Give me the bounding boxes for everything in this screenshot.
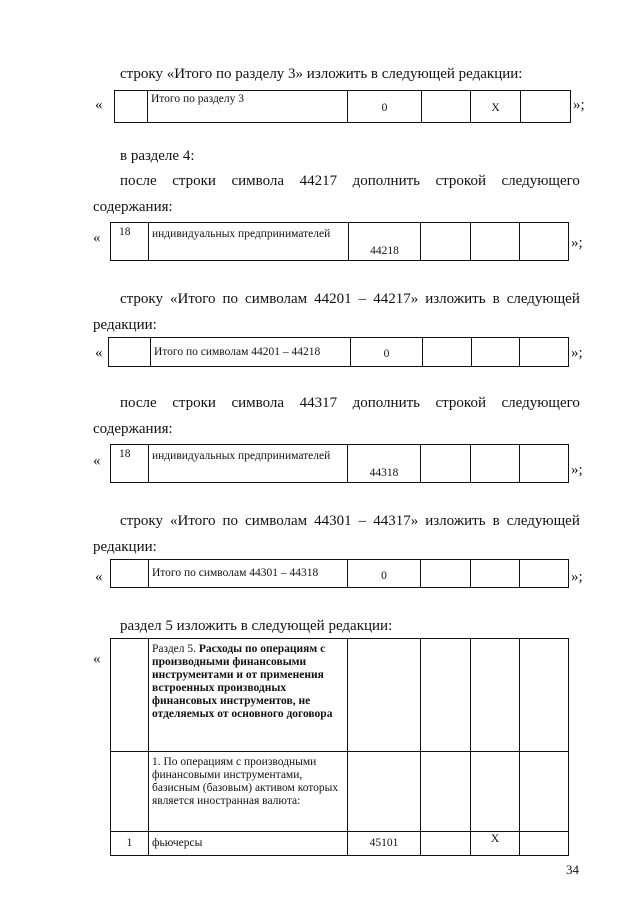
word: следующего — [501, 173, 580, 189]
table-cell-empty — [520, 639, 569, 752]
word: – — [358, 513, 367, 529]
table-cell-empty — [520, 752, 569, 832]
close-quote: »; — [571, 462, 583, 478]
paragraph-6 — [120, 512, 580, 530]
open-quote: « — [95, 569, 103, 585]
table-cell-empty — [471, 639, 520, 752]
table-cell-name: Итого по символам 44301 – 44318 — [149, 560, 348, 588]
word: строки — [172, 173, 216, 189]
word: строкой — [435, 395, 486, 411]
section-prefix: Раздел 5. — [152, 643, 199, 655]
table-cell-empty — [423, 338, 472, 367]
table-row-44318 — [110, 444, 569, 483]
word: следующего — [501, 395, 580, 411]
word: изложить — [425, 291, 486, 307]
table-cell-empty — [520, 338, 569, 367]
close-quote: »; — [573, 97, 585, 113]
word: строкой — [435, 173, 486, 189]
section-title-bold: Расходы по операциям с производными финансовыми инструментами и от применения встроенных производных финансовых инструментов, не отделяемых от основного договора — [152, 643, 333, 720]
close-quote: »; — [571, 235, 583, 251]
paragraph-2: в разделе 4: — [120, 148, 195, 164]
word: «Итого — [170, 513, 216, 529]
word: символам — [245, 291, 308, 307]
table-cell-num: 18 — [111, 223, 149, 261]
word: следующей — [506, 291, 580, 307]
word: символам — [245, 513, 308, 529]
word: 44301 — [314, 513, 352, 529]
table-cell-empty — [421, 752, 471, 832]
table-cell-num — [111, 560, 149, 588]
table-cell-code: 0 — [348, 560, 421, 588]
table-cell-empty — [520, 223, 569, 261]
paragraph-6-cont: редакции: — [93, 539, 157, 555]
paragraph-1: строку «Итого по разделу 3» изложить в следующей редакции: — [120, 66, 523, 82]
paragraph-4-cont: редакции: — [93, 317, 157, 333]
table-cell-x: X — [471, 91, 521, 123]
table-cell-empty — [421, 445, 471, 483]
table-total-44301-44318 — [110, 559, 569, 588]
word: после — [120, 395, 157, 411]
table-cell-x: X — [471, 832, 520, 856]
open-quote: « — [93, 230, 101, 246]
table-cell-name: фьючерсы — [149, 832, 348, 856]
table-cell-name: индивидуальных предпринимателей — [149, 445, 348, 483]
table-cell-empty — [471, 223, 520, 261]
table-cell-empty — [520, 832, 569, 856]
table-cell-code: 0 — [351, 338, 423, 367]
word: 44217» — [373, 291, 419, 307]
table-cell-empty — [421, 832, 471, 856]
table-cell-code: 45101 — [348, 832, 421, 856]
table-cell-empty — [348, 639, 421, 752]
table-section-5 — [110, 638, 569, 856]
word: строку — [120, 513, 163, 529]
open-quote: « — [95, 345, 103, 361]
table-row-44218 — [110, 222, 569, 261]
word: дополнить — [352, 395, 420, 411]
table-cell-num: 1 — [111, 832, 149, 856]
word: строку — [120, 291, 163, 307]
table-cell-num — [111, 752, 149, 832]
table-cell-num — [115, 91, 148, 123]
open-quote: « — [93, 651, 101, 667]
table-cell-num: 18 — [111, 445, 149, 483]
word: дополнить — [352, 173, 420, 189]
word: «Итого — [170, 291, 216, 307]
word: в — [492, 291, 500, 307]
table-cell-empty — [471, 445, 520, 483]
table-cell-empty — [422, 91, 471, 123]
word: символа — [231, 173, 285, 189]
close-quote: »; — [571, 569, 583, 585]
word: 44317» — [373, 513, 419, 529]
page-number: 34 — [566, 862, 579, 877]
table-cell-name: индивидуальных предпринимателей — [149, 223, 349, 261]
table-cell-name: Итого по символам 44201 – 44218 — [151, 338, 351, 367]
paragraph-5 — [120, 394, 580, 412]
word: следующей — [506, 513, 580, 529]
table-cell-code: 44318 — [348, 445, 421, 483]
word: 44317 — [299, 395, 338, 411]
word: – — [358, 291, 367, 307]
table-cell-empty — [520, 445, 569, 483]
table-cell-num — [109, 338, 151, 367]
word: после — [120, 173, 157, 189]
table-cell-empty — [520, 560, 569, 588]
paragraph-4 — [120, 290, 580, 308]
table-cell-num — [111, 639, 149, 752]
table-cell-empty — [421, 223, 471, 261]
table-cell-empty — [421, 639, 471, 752]
table-cell-empty — [421, 560, 471, 588]
word: по — [222, 291, 239, 307]
table-cell-code: 44218 — [349, 223, 421, 261]
word: по — [222, 513, 239, 529]
table-cell-name: Итого по разделу 3 — [148, 91, 348, 123]
word: изложить — [425, 513, 486, 529]
table-cell-empty — [471, 752, 520, 832]
word: символа — [231, 395, 285, 411]
table-cell-empty — [472, 338, 520, 367]
table-cell-section-title — [149, 639, 348, 752]
paragraph-7: раздел 5 изложить в следующей редакции: — [120, 618, 393, 634]
paragraph-5-cont: содержания: — [93, 421, 173, 437]
table-total-section-3 — [114, 90, 571, 123]
table-cell-code: 0 — [348, 91, 422, 123]
paragraph-3 — [120, 172, 580, 190]
open-quote: « — [95, 97, 103, 113]
close-quote: »; — [571, 345, 583, 361]
word: строки — [172, 395, 216, 411]
table-total-44201-44218 — [108, 337, 569, 367]
word: 44201 — [314, 291, 352, 307]
table-cell-empty — [348, 752, 421, 832]
word: в — [492, 513, 500, 529]
table-cell-empty — [521, 91, 571, 123]
open-quote: « — [93, 453, 101, 469]
word: 44217 — [299, 173, 338, 189]
paragraph-3-cont: содержания: — [93, 199, 173, 215]
table-cell-empty — [471, 560, 520, 588]
table-cell-subsection: 1. По операциям с производными финансовыми инструментами, базисным (базовым) активом которых является иностранная валюта: — [149, 752, 348, 832]
